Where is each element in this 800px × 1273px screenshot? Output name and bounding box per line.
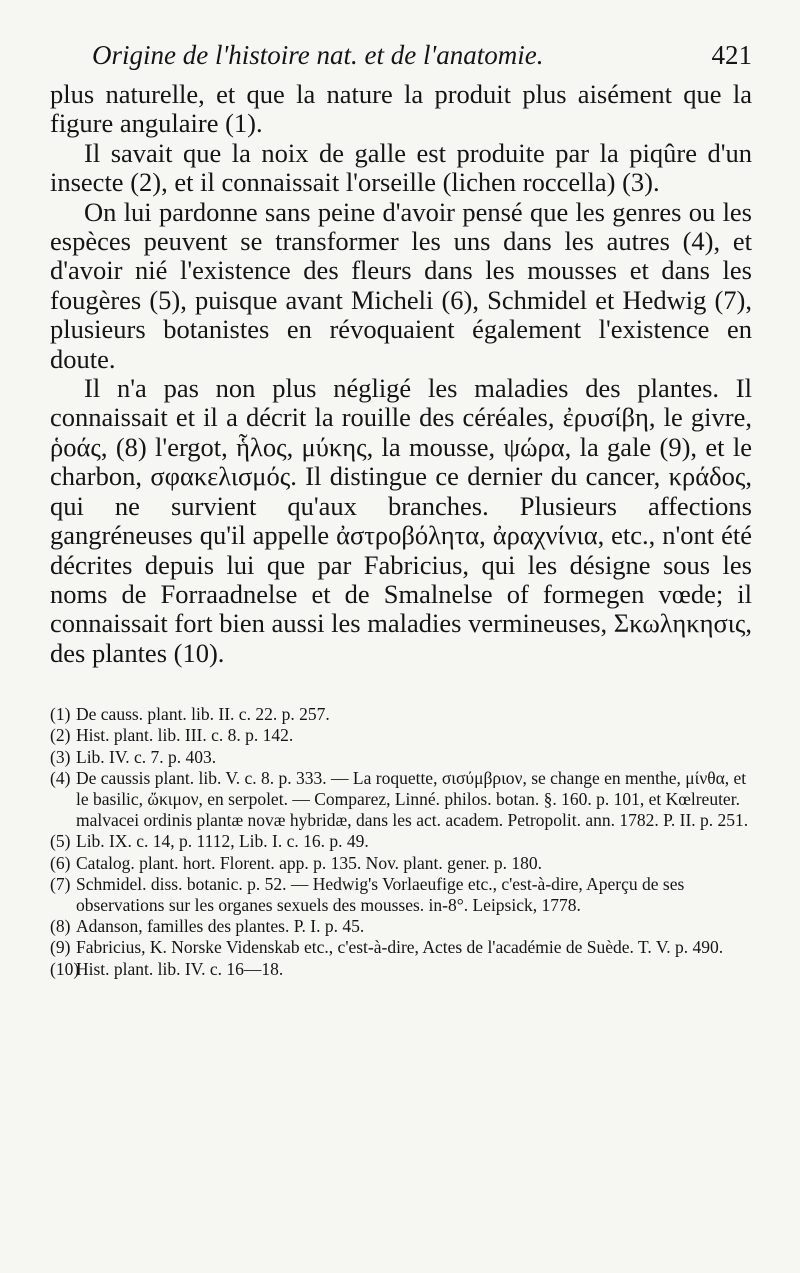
footnote-text: De causs. plant. lib. II. c. 22. p. 257.: [76, 704, 330, 725]
paragraph: On lui pardonne sans peine d'avoir pensé que les genres ou les espèces peuvent se transformer les uns dans les autres (4), et d'avoir nié l'existence des fleurs dans les mousses et dans les fougères (5), puisque avant Micheli (6), Schmidel et Hedwig (7), plusieurs botanistes en révoquaient également l'existence en doute.: [50, 196, 752, 374]
page-number: 421: [711, 40, 752, 70]
running-title: Origine de l'histoire nat. et de l'anatomie.: [92, 40, 544, 70]
footnote-number: (7): [50, 873, 71, 894]
footnote-number: (6): [50, 852, 71, 873]
page-header: [50, 40, 752, 80]
footnote: [50, 959, 752, 980]
footnote-text: Lib. IX. c. 14, p. 1112, Lib. I. c. 16. p. 49.: [76, 831, 369, 852]
footnote-number: (2): [50, 725, 71, 746]
footnote-text: Adanson, familles des plantes. P. I. p. 45.: [76, 916, 365, 937]
footnote-text: Hist. plant. lib. IV. c. 16—18.: [76, 958, 284, 979]
footnote: [50, 874, 752, 916]
footnotes: [50, 704, 752, 980]
footnote-text: Catalog. plant. hort. Florent. app. p. 135. Nov. plant. gener. p. 180.: [76, 852, 542, 873]
footnote-number: (10): [50, 958, 80, 979]
footnote: [50, 704, 752, 725]
footnote: [50, 768, 752, 832]
footnote-separator: [50, 668, 752, 704]
footnote-number: (1): [50, 704, 71, 725]
paragraph: Il savait que la noix de galle est produite par la piqûre d'un insecte (2), et il connaissait l'orseille (lichen roccella) (3).: [50, 137, 752, 198]
footnote-number: (9): [50, 937, 71, 958]
footnote-text: Schmidel. diss. botanic. p. 52. — Hedwig's Vorlaeufige etc., c'est-à-dire, Aperçu de ses observations sur les organes sexuels des mousses. in-8°. Leipsick, 1778.: [76, 873, 685, 915]
footnote: [50, 725, 752, 746]
footnote-text: De caussis plant. lib. V. c. 8. p. 333. — La roquette, σισύμβριον, se change en menthe, μίνθα, et le basilic, ὤκιμον, en serpolet. — Comparez, Linné. philos. botan. §. 160. p. 101, et Kœlreuter. malvacei ordinis plantæ novæ hybridæ, dans les act. academ. Petropolit. ann. 1782. P. II. p. 251.: [76, 767, 749, 831]
footnote: [50, 853, 752, 874]
footnote-number: (8): [50, 916, 71, 937]
footnote: [50, 916, 752, 937]
paragraph-continued: plus naturelle, et que la nature la produit plus aisément que la figure angulaire (1).: [50, 79, 752, 139]
footnote-number: (5): [50, 831, 71, 852]
footnote-number: (4): [50, 767, 71, 788]
paragraph: Il n'a pas non plus négligé les maladies des plantes. Il connaissait et il a décrit la rouille des céréales, ἐρυσίβη, le givre, ῥοάς, (8) l'ergot, ἧλος, μύκης, la mousse, ψώρα, la gale (9), et le charbon, σφακελισμός. Il distingue ce dernier du cancer, κράδος, qui ne survient qu'aux branches. Plusieurs affections gangréneuses qu'il appelle ἀστροβόλητα, ἀραχνίνια, etc., n'ont été décrites depuis lui que par Fabricius, qui les désigne sous les noms de Forraadnelse et de Smalnelse of formegen vœde; il connaissait fort bien aussi les maladies vermineuses, Σκωληκησις, des plantes (10).: [50, 373, 752, 668]
footnote: [50, 831, 752, 852]
footnote-text: Hist. plant. lib. III. c. 8. p. 142.: [76, 725, 294, 746]
main-text: [50, 80, 752, 668]
footnote-number: (3): [50, 746, 71, 767]
footnote-text: Lib. IV. c. 7. p. 403.: [76, 746, 217, 767]
footnote-text: Fabricius, K. Norske Videnskab etc., c'est-à-dire, Actes de l'académie de Suède. T. V. p. 490.: [76, 937, 724, 958]
footnote: [50, 937, 752, 958]
footnote: [50, 747, 752, 768]
